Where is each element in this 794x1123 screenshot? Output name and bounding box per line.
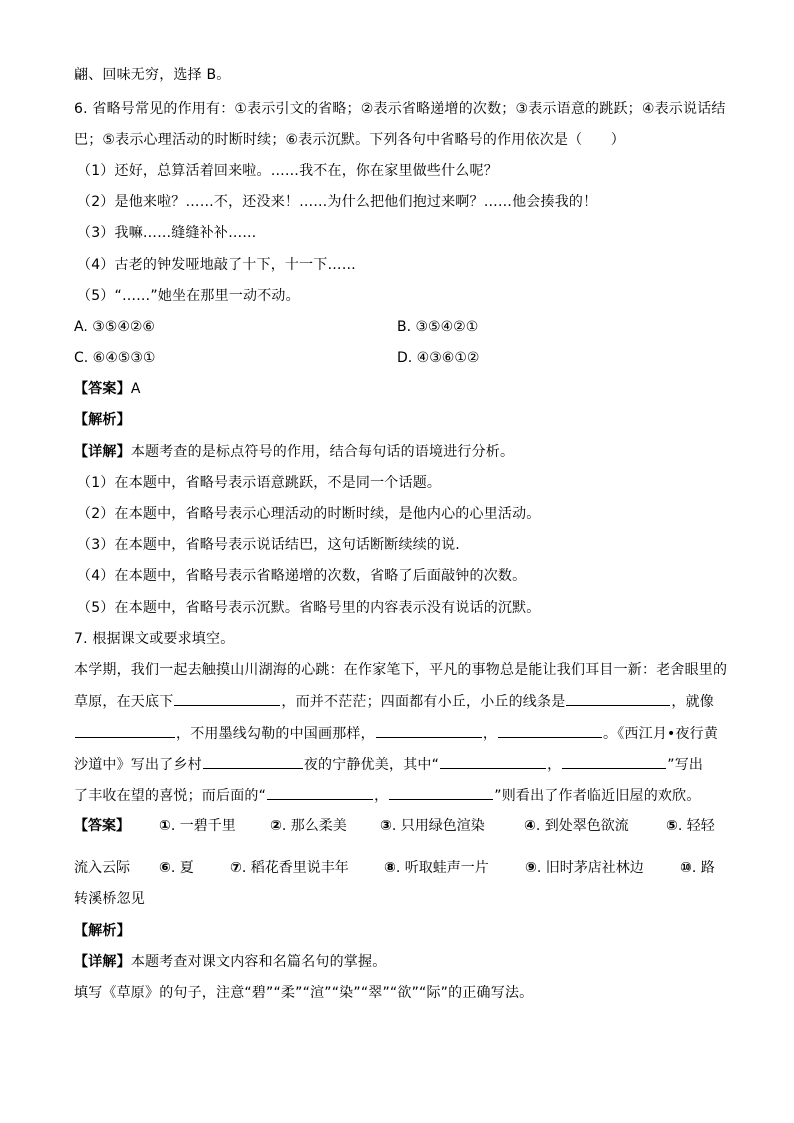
q6-explanation-4: （4）在本题中，省略号表示省略递增的次数，省略了后面敲钟的次数。	[77, 568, 527, 584]
answer-number: ⑦	[230, 860, 242, 876]
q7-detail	[74, 953, 386, 971]
text-fragment: 草原，在天底下	[74, 694, 174, 710]
q6-explanation-5: （5）在本题中，省略号表示沉默。省略号里的内容表示没有说话的沉默。	[77, 600, 541, 616]
answer-text: . 稻花香里说丰年	[241, 860, 349, 876]
q7-paragraph-line5	[74, 786, 701, 805]
answer-text: . 轻轻	[677, 818, 715, 834]
fill-blank-10	[389, 786, 493, 800]
text-fragment: ”写出	[667, 757, 704, 773]
answer-number: ④	[524, 818, 536, 834]
q6-sentence-5: （5）“……”她坐在那里一动不动。	[77, 288, 300, 304]
q6-explanation-3: （3）在本题中，省略号表示说话结巴，这句话断断续续的说.	[77, 537, 460, 553]
answer-number: ①	[159, 818, 171, 834]
fill-blank-9	[267, 786, 373, 800]
q5-tail: 翩、回味无穷，选择 B。	[74, 67, 231, 83]
q6-option-b: B. ③⑤④②①	[397, 319, 479, 335]
answer-item-2	[270, 817, 347, 835]
answer-number: ⑨	[525, 860, 537, 876]
answer-text: . 只用绿色渲染	[391, 818, 485, 834]
answer-text: . 听取蛙声一片	[395, 860, 489, 876]
answer-text: . 到处翠色欲流	[535, 818, 629, 834]
text-fragment: ，	[547, 757, 562, 773]
answer-label: 【答案】	[74, 818, 130, 834]
answer-number: ⑤	[666, 818, 678, 834]
fill-blank-8	[562, 755, 666, 769]
answer-value: A	[130, 381, 141, 397]
answer-text: . 旧时茅店社林边	[536, 860, 644, 876]
answer-label: 【答案】	[74, 381, 131, 397]
detail-label: 【详解】	[74, 444, 131, 460]
answer-item-4	[524, 817, 629, 835]
text-fragment: ，不用墨线勾勒的中国画那样，	[176, 726, 375, 742]
answer-item-6	[159, 859, 194, 877]
text-fragment: 夜的宁静优美，其中“	[303, 757, 440, 773]
answer-item-9	[525, 859, 644, 877]
q7-paragraph-line3	[74, 724, 718, 743]
fill-blank-5	[498, 724, 602, 738]
answer-number: ⑧	[384, 860, 396, 876]
answer-number: ⑩	[680, 860, 692, 876]
fill-blank-1	[174, 692, 280, 706]
text-fragment: ，	[374, 788, 389, 804]
q6-sentence-2: （2）是他来啦？……不，还没来！……为什么把他们抱过来啊？……他会揍我的！	[77, 194, 598, 210]
answer-item-3	[380, 817, 485, 835]
answer-item-10	[680, 859, 715, 877]
q6-sentence-1: （1）还好，总算活着回来啦。……我不在，你在家里做些什么呢？	[77, 163, 498, 179]
answer-continuation: 流入云际	[74, 860, 130, 876]
text-fragment: 。《西江月•夜行黄	[603, 726, 719, 742]
q7-answer-continuation: 转溪桥忽见	[74, 891, 145, 907]
answer-number: ②	[270, 818, 282, 834]
text-fragment: 沙道中》写出了乡村	[74, 757, 202, 773]
q6-option-d: D. ④③⑥①②	[397, 350, 480, 366]
text-fragment: ，而并不茫茫；四面都有小丘，小丘的线条是	[281, 694, 566, 710]
answer-item-8	[384, 859, 489, 877]
q6-explanation-2: （2）在本题中，省略号表示心理活动的时断时续，是他内心的心里活动。	[77, 506, 541, 522]
fill-blank-6	[203, 755, 303, 769]
q7-paragraph-line2	[74, 692, 714, 711]
fill-blank-3	[75, 724, 175, 738]
q6-option-a: A. ③⑤④②⑥	[74, 319, 155, 335]
q6-explanation-1: （1）在本题中，省略号表示语意跳跃，不是同一个话题。	[77, 475, 442, 491]
q6-stem-line2: 巴；⑤表示心理活动的时断时续；⑥表示沉默。下列各句中省略号的作用依次是（ ）	[74, 132, 625, 148]
fill-blank-2	[566, 692, 670, 706]
fill-blank-4	[376, 724, 482, 738]
q6-sentence-3: （3）我嘛……缝缝补补……	[77, 225, 257, 241]
q7-paragraph-line4	[74, 755, 703, 774]
detail-label: 【详解】	[74, 954, 131, 970]
answer-text: . 一碧千里	[170, 818, 236, 834]
q6-sentence-4: （4）古老的钟发哑地敲了十下，十一下……	[77, 257, 356, 273]
answer-text: . 那么柔美	[281, 818, 347, 834]
answer-text: . 路	[691, 860, 715, 876]
answer-text: . 夏	[170, 860, 194, 876]
q6-option-c: C. ⑥④⑤③①	[74, 350, 156, 366]
fill-blank-7	[440, 755, 546, 769]
answer-item-7	[230, 859, 349, 877]
q6-analysis-label: 【解析】	[74, 412, 131, 428]
q7-last-line: 填写《草原》的句子，注意“碧”“柔”“渲”“染”“翠”“欲”“际”的正确写法。	[74, 985, 534, 1001]
q7-stem: 7. 根据课文或要求填空。	[74, 631, 235, 647]
text-fragment: 了丰收在望的喜悦；而后面的“	[74, 788, 267, 804]
text-fragment: ”则看出了作者临近旧屋的欢欣。	[494, 788, 701, 804]
text-fragment: ，就像	[671, 694, 715, 710]
answer-number: ③	[380, 818, 392, 834]
answer-item-1	[159, 817, 236, 835]
detail-text: 本题考查的是标点符号的作用，结合每句话的语境进行分析。	[130, 444, 515, 460]
answer-item-5	[666, 817, 715, 835]
answer-number: ⑥	[159, 860, 171, 876]
detail-text: 本题考查对课文内容和名篇名句的掌握。	[130, 954, 387, 970]
q7-analysis-label: 【解析】	[74, 923, 131, 939]
q6-stem-line1: 6. 省略号常见的作用有：①表示引文的省略；②表示省略递增的次数；③表示语意的跳跃；④表示说话结	[74, 101, 726, 117]
q6-detail	[74, 443, 514, 461]
text-fragment: ，	[482, 726, 498, 742]
q7-paragraph-line1: 本学期，我们一起去触摸山川湖海的心跳：在作家笔下，平凡的事物总是能让我们耳目一新：老舍眼里的	[74, 662, 728, 678]
q6-answer	[74, 380, 141, 398]
